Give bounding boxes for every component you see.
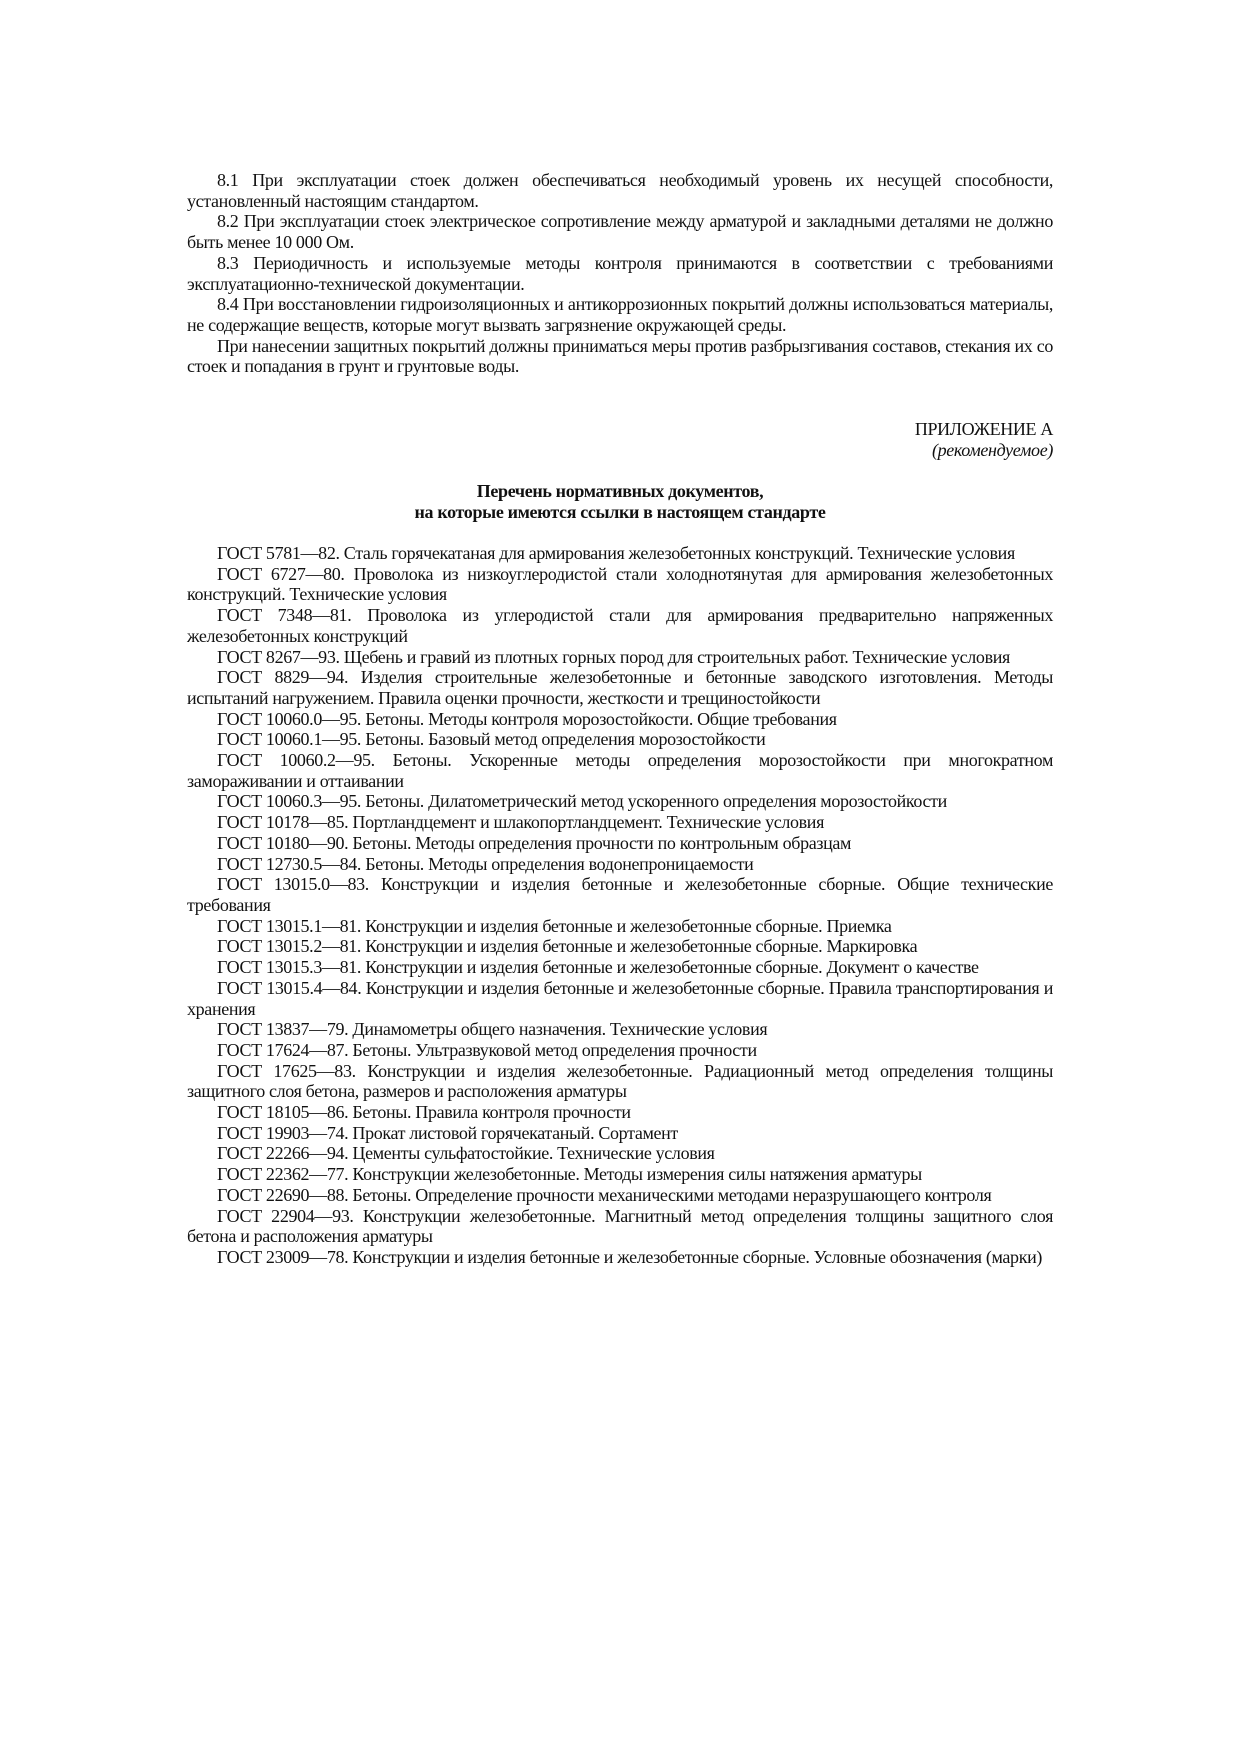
reference-item: ГОСТ 13015.1—81. Конструкции и изделия бетонные и железобетонные сборные. Приемка: [217, 915, 892, 936]
heading-line-1: Перечень нормативных документов,: [476, 481, 764, 502]
reference-item: ГОСТ 13015.3—81. Конструкции и изделия бетонные и железобетонные сборные. Документ о качестве: [217, 957, 979, 978]
reference-item: ГОСТ 22266—94. Цементы сульфатостойкие. Технические условия: [217, 1143, 715, 1164]
reference-item: ГОСТ 22690—88. Бетоны. Определение прочности механическими методами неразрушающего контроля: [217, 1184, 992, 1205]
paragraph-8-2: 8.2 При эксплуатации стоек электрическое сопротивление между арматурой и закладными деталями не должно быть менее 10 000 Ом.: [187, 211, 1053, 253]
reference-item: ГОСТ 7348—81. Проволока из углеродистой стали для армирования предварительно напряженных железобетонных конструкций: [187, 605, 1053, 646]
reference-item: ГОСТ 10060.2—95. Бетоны. Ускоренные методы определения морозостойкости при многократном замораживании и оттаивании: [187, 750, 1053, 791]
reference-item: ГОСТ 18105—86. Бетоны. Правила контроля прочности: [217, 1102, 631, 1123]
reference-item: ГОСТ 17624—87. Бетоны. Ультразвуковой метод определения прочности: [217, 1039, 757, 1060]
section-8: [187, 170, 1053, 377]
reference-item: ГОСТ 5781—82. Сталь горячекатаная для армирования железобетонных конструкций. Технические условия: [217, 543, 1015, 564]
paragraph-8-3: 8.3 Периодичность и используемые методы контроля принимаются в соответствии с требованиями эксплуатационно-технической документации.: [187, 252, 1053, 294]
reference-list: [187, 543, 1053, 1268]
reference-item: ГОСТ 13015.2—81. Конструкции и изделия бетонные и железобетонные сборные. Маркировка: [217, 936, 918, 957]
reference-item: ГОСТ 10060.1—95. Бетоны. Базовый метод определения морозостойкости: [217, 729, 766, 750]
reference-item: ГОСТ 10178—85. Портландцемент и шлакопортландцемент. Технические условия: [217, 812, 824, 833]
heading-line-2: на которые имеются ссылки в настоящем стандарте: [414, 502, 826, 523]
paragraph-8-1: 8.1 При эксплуатации стоек должен обеспечиваться необходимый уровень их несущей способности, установленный настоящим стандартом.: [187, 170, 1053, 211]
paragraph-8-4-cont: При нанесении защитных покрытий должны приниматься меры против разбрызгивания составов, стекания их со стоек и попадания в грунт и грунтовые воды.: [187, 335, 1053, 377]
reference-item: ГОСТ 17625—83. Конструкции и изделия железобетонные. Радиационный метод определения толщины защитного слоя бетона, размеров и расположения арматуры: [187, 1060, 1053, 1102]
annex-title: ПРИЛОЖЕНИЕ А: [914, 419, 1053, 440]
reference-item: ГОСТ 23009—78. Конструкции и изделия бетонные и железобетонные сборные. Условные обозначения (марки): [217, 1246, 1043, 1267]
reference-item: ГОСТ 22904—93. Конструкции железобетонные. Магнитный метод определения толщины защитного слоя бетона и расположения арматуры: [187, 1205, 1053, 1247]
reference-item: ГОСТ 13837—79. Динамометры общего назначения. Технические условия: [217, 1019, 768, 1040]
document-page: [187, 170, 1053, 1268]
reference-item: ГОСТ 12730.5—84. Бетоны. Методы определения водонепроницаемости: [217, 853, 754, 874]
reference-item: ГОСТ 13015.0—83. Конструкции и изделия бетонные и железобетонные сборные. Общие технические требования: [187, 874, 1053, 915]
reference-item: ГОСТ 8267—93. Щебень и гравий из плотных горных пород для строительных работ. Технические условия: [217, 646, 1010, 667]
reference-item: ГОСТ 10180—90. Бетоны. Методы определения прочности по контрольным образцам: [217, 832, 852, 853]
reference-item: ГОСТ 10060.3—95. Бетоны. Дилатометрический метод ускоренного определения морозостойкости: [217, 791, 947, 812]
reference-item: ГОСТ 22362—77. Конструкции железобетонные. Методы измерения силы натяжения арматуры: [217, 1164, 922, 1185]
reference-item: ГОСТ 10060.0—95. Бетоны. Методы контроля морозостойкости. Общие требования: [217, 708, 837, 729]
paragraph-8-4: 8.4 При восстановлении гидроизоляционных и антикоррозионных покрытий должны использоваться материалы, не содержащие веществ, которые могут вызвать загрязнение окружающей среды.: [187, 294, 1053, 335]
annex-heading: [187, 481, 1053, 523]
annex-subtitle: (рекомендуемое): [931, 440, 1053, 461]
reference-item: ГОСТ 6727—80. Проволока из низкоуглеродистой стали холоднотянутая для армирования железобетонных конструкций. Технические условия: [187, 563, 1053, 605]
annex-header: [187, 419, 1053, 461]
reference-item: ГОСТ 13015.4—84. Конструкции и изделия бетонные и железобетонные сборные. Правила транспортирования и хранения: [187, 977, 1053, 1019]
reference-item: ГОСТ 8829—94. Изделия строительные железобетонные и бетонные заводского изготовления. Методы испытаний нагружением. Правила оценки прочности, жесткости и трещиностойкости: [187, 667, 1053, 708]
reference-item: ГОСТ 19903—74. Прокат листовой горячекатаный. Сортамент: [217, 1122, 678, 1143]
